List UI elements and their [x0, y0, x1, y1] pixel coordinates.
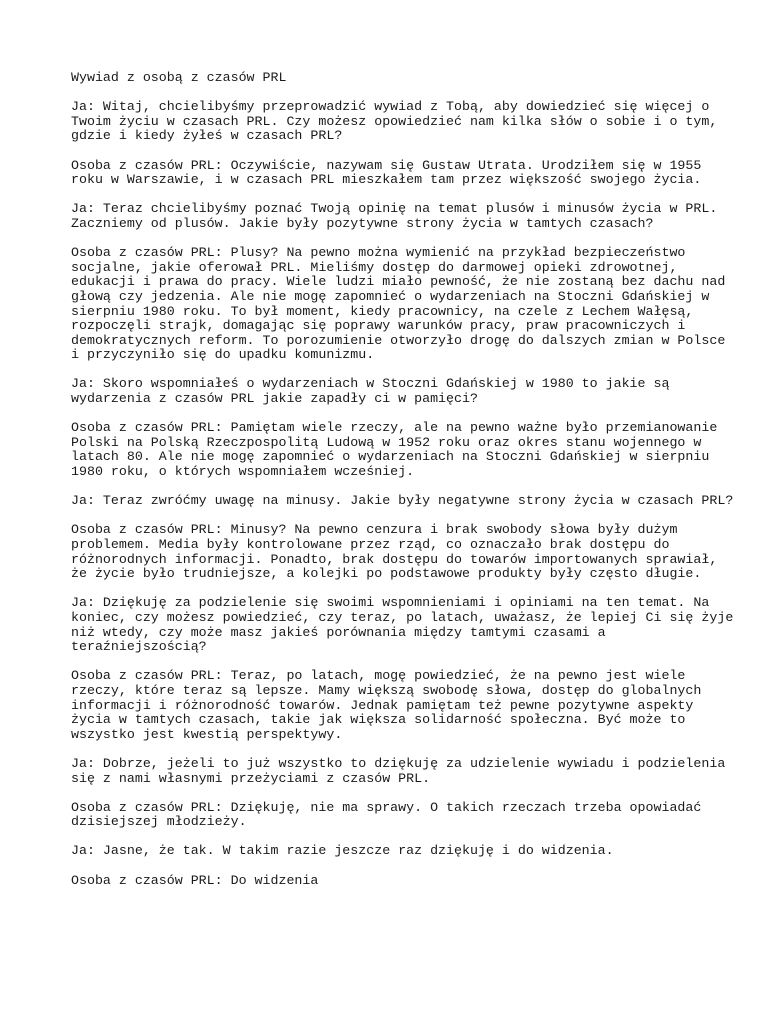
paragraph-7: Ja: Teraz zwróćmy uwagę na minusy. Jakie były negatywne strony życia w czasach PRL?	[71, 493, 734, 509]
paragraph-3: Ja: Teraz chcielibyśmy poznać Twoją opinię na temat plusów i minusów życia w PRL. Zaczniemy od plusów. Jakie były pozytywne strony życia w tamtych czasach?	[71, 201, 718, 231]
paragraph-9: Ja: Dziękuję za podzielenie się swoimi wspomnieniami i opiniami na ten temat. Na koniec, czy możesz powiedzieć, czy teraz, po latach, uważasz, że lepiej Ci się żyje niż wtedy, czy może masz jakieś porównania między tamtymi czasami a teraźniejszością?	[71, 595, 734, 655]
paragraph-1: Ja: Witaj, chcielibyśmy przeprowadzić wywiad z Tobą, aby dowiedzieć się więcej o Twoim życiu w czasach PRL. Czy możesz opowiedzieć nam kilka słów o sobie i o tym, gdzie i kiedy żyłeś w czasach PRL?	[71, 99, 718, 144]
paragraph-12: Osoba z czasów PRL: Dziękuję, nie ma sprawy. O takich rzeczach trzeba opowiadać dzisiejszej młodzieży.	[71, 799, 702, 830]
paragraph-6: Osoba z czasów PRL: Pamiętam wiele rzeczy, ale na pewno ważne było przemianowanie Polski na Polską Rzeczpospolitą Ludową w 1952 roku oraz okres stanu wojennego w latach 80. Ale nie mogę zapomnieć o wydarzeniach na Stoczni Gdańskiej w sierpniu 1980 roku, o których wspomniałem wcześniej.	[71, 420, 718, 480]
document-page	[71, 70, 734, 903]
paragraph-4: Osoba z czasów PRL: Plusy? Na pewno można wymienić na przykład bezpieczeństwo socjalne, jakie oferował PRL. Mieliśmy dostęp do darmowej opieki zdrowotnej, edukacji i prawa do pracy. Wiele ludzi miało pewność, że nie zostaną bez dachu nad głową czy jedzenia. Ale nie mogę zapomnieć o wydarzeniach na Stoczni Gdańskiej w sierpniu 1980 roku. To był moment, kiedy pracownicy, na czele z Lechem Wałęsą, rozpoczęli strajk, domagając się poprawy warunków pracy, praw pracowniczych i demokratycznych reform. To porozumienie otworzyło drogę do dalszych zmian w Polsce i przyczyniło się do upadku komunizmu.	[71, 245, 726, 363]
paragraph-14: Osoba z czasów PRL: Do widzenia	[71, 872, 319, 888]
paragraph-11: Ja: Dobrze, jeżeli to już wszystko to dziękuję za udzielenie wywiadu i podzielenia się z nami własnymi przeżyciami z czasów PRL.	[71, 755, 726, 786]
paragraph-5: Ja: Skoro wspomniałeś o wydarzeniach w Stoczni Gdańskiej w 1980 to jakie są wydarzenia z czasów PRL jakie zapadły ci w pamięci?	[71, 376, 670, 407]
paragraph-10: Osoba z czasów PRL: Teraz, po latach, mogę powiedzieć, że na pewno jest wiele rzeczy, które teraz są lepsze. Mamy większą swobodę słowa, dostęp do globalnych informacji i różnorodność towarów. Jednak pamiętam też pewne pozytywne aspekty życia w tamtych czasach, takie jak większa solidarność społeczna. Być może to wszystko jest kwestią perspektywy.	[71, 668, 702, 742]
paragraph-13: Ja: Jasne, że tak. W takim razie jeszcze raz dziękuję i do widzenia.	[71, 843, 614, 859]
document-title: Wywiad z osobą z czasów PRL	[71, 70, 287, 85]
paragraph-8: Osoba z czasów PRL: Minusy? Na pewno cenzura i brak swobody słowa były dużym problemem. Media były kontrolowane przez rząd, co oznaczało brak dostępu do różnorodnych informacji. Ponadto, brak dostępu do towarów importowanych sprawiał, że życie było trudniejsze, a kolejki po podstawowe produkty były często długie.	[71, 522, 718, 582]
paragraph-2: Osoba z czasów PRL: Oczywiście, nazywam się Gustaw Utrata. Urodziłem się w 1955 roku w Warszawie, i w czasach PRL mieszkałem tam przez większość swojego życia.	[71, 157, 702, 188]
